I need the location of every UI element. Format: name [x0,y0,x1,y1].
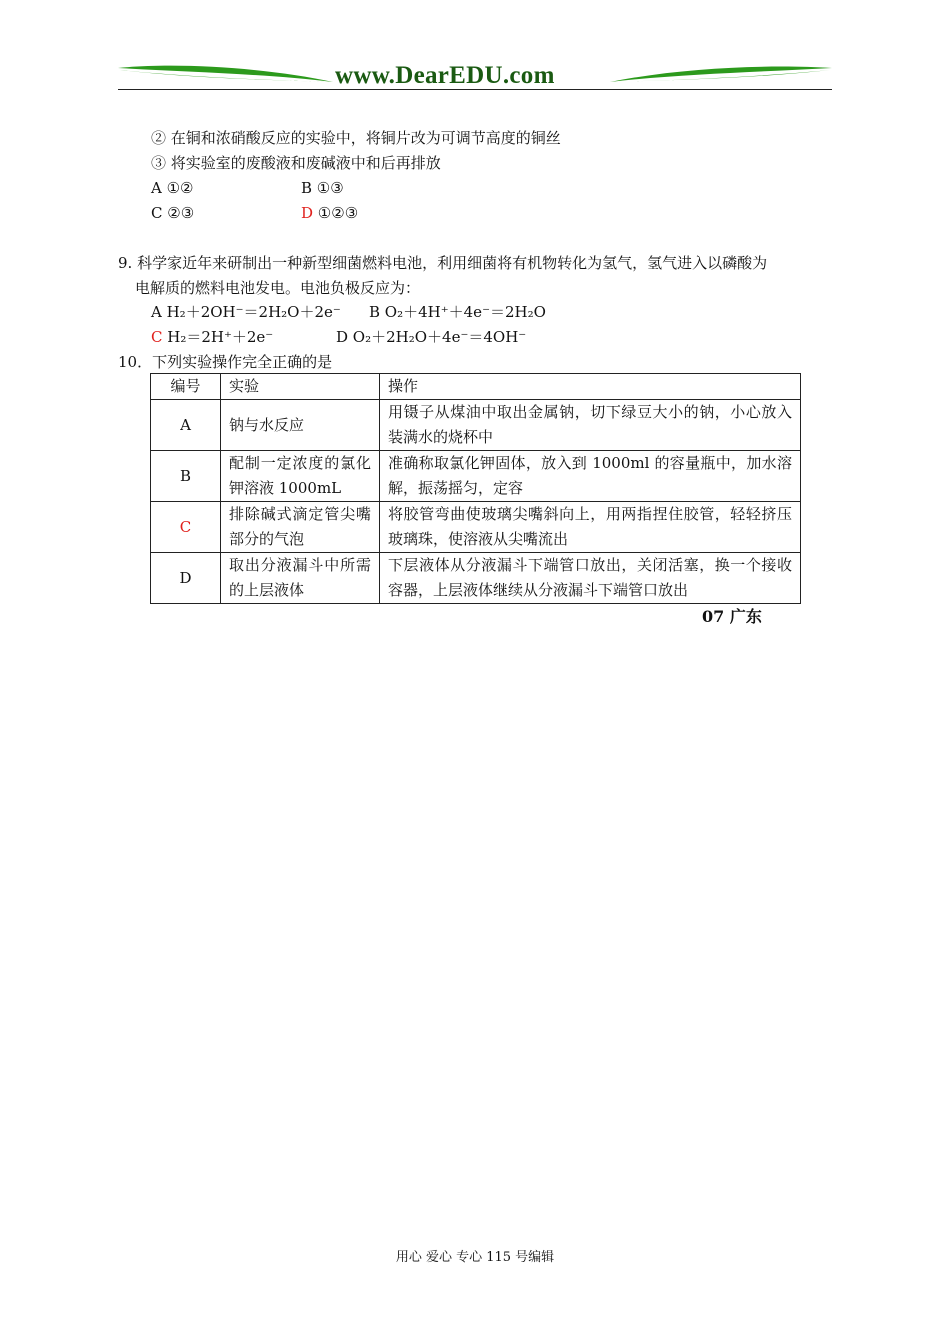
row-experiment: 排除碱式滴定管尖嘴部分的气泡 [221,502,380,553]
q9-option-d: D O₂＋2H₂O＋4e⁻＝4OH⁻ [336,328,527,346]
q8-item-3: ③ 将实验室的废酸液和废碱液中和后再排放 [151,154,441,172]
row-id: B [151,451,221,502]
table-row [151,400,801,451]
q9-option-a: A H₂＋2OH⁻＝2H₂O＋2e⁻ [151,303,341,321]
q8-item-2: ② 在铜和浓硝酸反应的实验中，将铜片改为可调节高度的铜丝 [151,129,561,147]
q8-answer-letter: D [301,204,314,222]
q8-option-b: B ①③ [301,179,344,197]
row-id-answer: C [151,502,221,553]
row-operation: 将胶管弯曲使玻璃尖嘴斜向上，用两指捏住胶管，轻轻挤压玻璃珠，使溶液从尖嘴流出 [380,502,801,553]
table-row [151,451,801,502]
q9-stem-line1: 9. 科学家近年来研制出一种新型细菌燃料电池，利用细菌将有机物转化为氢气，氢气进入以磷酸为 [118,254,768,272]
q8-option-d [301,203,358,223]
q10-stem: 10．下列实验操作完全正确的是 [118,353,333,371]
q9-answer-letter: C [151,328,163,346]
q8-option-c: C ②③ [151,204,195,222]
table-row [151,502,801,553]
site-logo: www.DearEDU.com [335,62,555,89]
row-experiment: 配制一定浓度的氯化钾溶液 1000mL [221,451,380,502]
source-tag: 07 广东 [702,607,762,626]
table-header-row [151,374,801,400]
header-divider [118,89,832,90]
table-row [151,553,801,604]
row-id: A [151,400,221,451]
q8-option-a: A ①② [151,179,194,197]
q9-option-c [151,327,273,347]
q9-option-c-text: H₂＝2H⁺＋2e⁻ [162,328,274,346]
row-operation: 用镊子从煤油中取出金属钠，切下绿豆大小的钠，小心放入装满水的烧杯中 [380,400,801,451]
col-header-experiment: 实验 [221,374,380,400]
q8-option-d-text: ①②③ [313,204,359,222]
row-experiment: 取出分液漏斗中所需的上层液体 [221,553,380,604]
row-operation: 下层液体从分液漏斗下端管口放出，关闭活塞，换一个接收容器，上层液体继续从分液漏斗下端管口放出 [380,553,801,604]
row-id: D [151,553,221,604]
row-operation: 准确称取氯化钾固体，放入到 1000ml 的容量瓶中，加水溶解，振荡摇匀，定容 [380,451,801,502]
q9-stem-line2: 电解质的燃料电池发电。电池负极反应为： [135,279,421,297]
page-footer: 用心 爱心 专心 115 号编辑 [395,1250,555,1265]
col-header-id: 编号 [151,374,221,400]
q10-table [150,373,801,604]
q9-option-b: B O₂＋4H⁺＋4e⁻＝2H₂O [369,303,546,321]
col-header-operation: 操作 [380,374,801,400]
row-experiment: 钠与水反应 [221,400,380,451]
